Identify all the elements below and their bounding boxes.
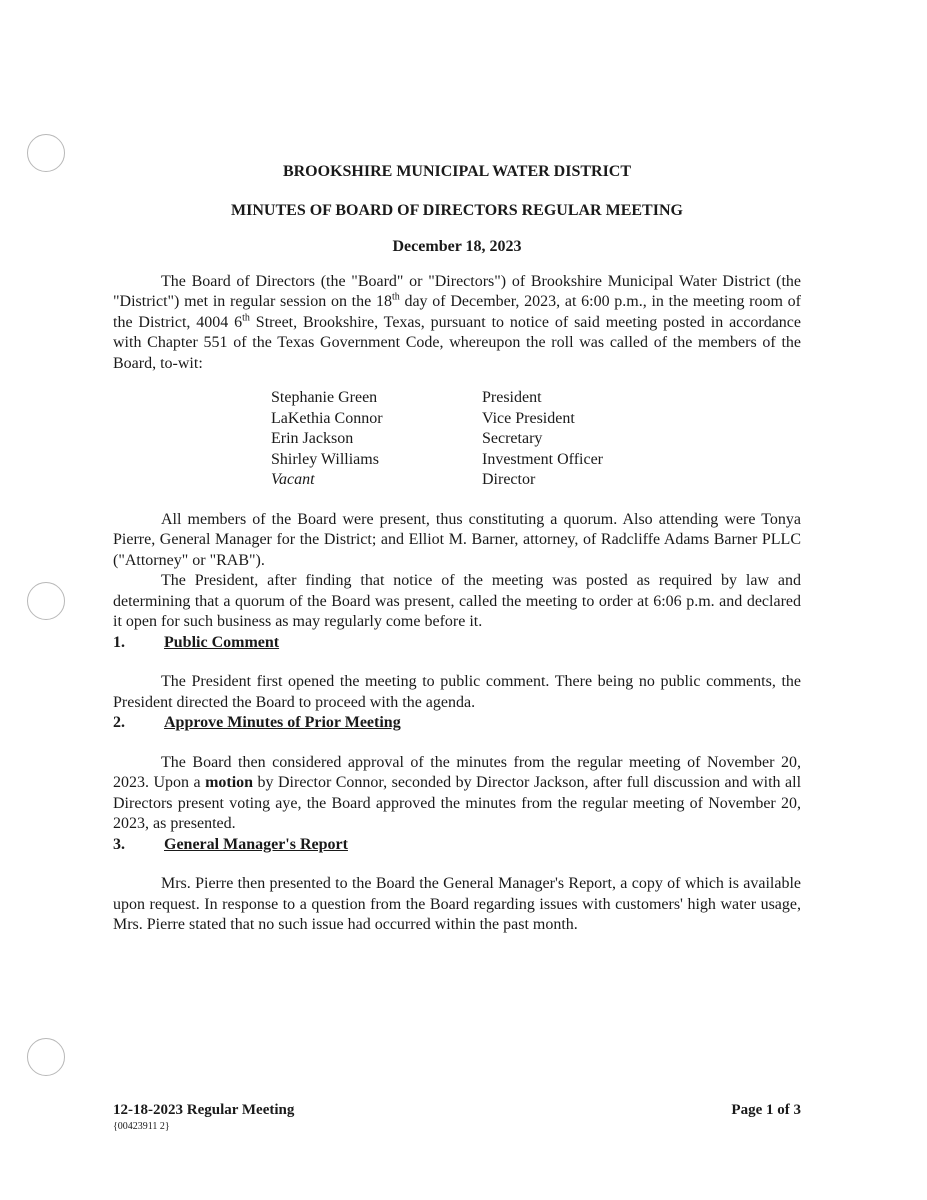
roster-name: Erin Jackson bbox=[271, 430, 354, 447]
footer-document-code: {00423911 2} bbox=[113, 1121, 170, 1132]
page-number: Page 1 of 3 bbox=[731, 1102, 801, 1118]
footer-meeting-label: 12-18-2023 Regular Meeting bbox=[113, 1102, 295, 1118]
roster-role: Director bbox=[482, 471, 536, 488]
section-heading bbox=[113, 713, 801, 734]
section-heading bbox=[113, 835, 801, 856]
binder-hole-bottom bbox=[27, 1038, 65, 1076]
org-title: BROOKSHIRE MUNICIPAL WATER DISTRICT bbox=[282, 163, 632, 180]
roster-role: Vice President bbox=[482, 409, 575, 427]
attendance-paragraph: All members of the Board were present, thus constituting a quorum. Also attending were Tonya Pierre, General Manager for the District; and Elliot M. Barner, attorney, of Radcliffe Adams Barner PLLC ("Attorney" or "RAB"). bbox=[113, 510, 801, 569]
binder-hole-middle bbox=[27, 582, 65, 620]
section-paragraph: The President first opened the meeting to public comment. There being no public comments, the President directed the Board to proceed with the agenda. bbox=[113, 673, 801, 711]
page-footer bbox=[113, 1102, 801, 1132]
roster-name: Vacant bbox=[271, 471, 315, 488]
section-title: Public Comment bbox=[164, 633, 280, 651]
section-number: 3. bbox=[113, 835, 125, 853]
roster-name: LaKethia Connor bbox=[271, 409, 383, 427]
roster-role: Investment Officer bbox=[482, 450, 603, 468]
roster-role: Secretary bbox=[482, 430, 543, 447]
board-roster bbox=[271, 388, 801, 491]
motion-keyword: motion bbox=[205, 774, 254, 791]
meeting-date: December 18, 2023 bbox=[392, 238, 522, 255]
binder-hole-top bbox=[27, 134, 65, 172]
section-paragraph: The Board then considered approval of the minutes from the regular meeting of November 20, 2023. Upon a motion by Director Connor, seconded by Director Jackson, after full discussion and with all Directors present voting aye, the Board approved the minutes from the regular meeting of November 20, 2023, as presented. bbox=[113, 753, 802, 832]
roster-name: Stephanie Green bbox=[271, 389, 378, 406]
roster-role: President bbox=[482, 389, 542, 406]
section-heading bbox=[113, 633, 801, 654]
call-to-order-paragraph: The President, after finding that notice of the meeting was posted as required by law and determining that a quorum of the Board was present, called the meeting to order at 6:06 p.m. and declared it open for such business as may regularly come before it. bbox=[113, 572, 801, 630]
roster-name: Shirley Williams bbox=[271, 450, 379, 468]
document-title: MINUTES OF BOARD OF DIRECTORS REGULAR MEETING bbox=[231, 201, 683, 219]
section-paragraph: Mrs. Pierre then presented to the Board the General Manager's Report, a copy of which is available upon request. In response to a question from the Board regarding issues with customers' high water usage, Mrs. Pierre stated that no such issue had occurred within the past month. bbox=[113, 875, 801, 933]
section-title: General Manager's Report bbox=[164, 835, 348, 853]
intro-paragraph: The Board of Directors (the "Board" or "Directors") of Brookshire Municipal Water District (the "District") met in regular session on the 18th day of December, 2023, at 6:00 p.m., in the meeting room of the District, 4004 6th Street, Brookshire, Texas, pursuant to notice of said meeting posted in accordance with Chapter 551 of the Texas Government Code, whereupon the roll was called of the members of the Board, to-wit: bbox=[113, 272, 802, 372]
document-body bbox=[113, 162, 801, 936]
section-number: 1. bbox=[113, 633, 125, 651]
section-title: Approve Minutes of Prior Meeting bbox=[164, 714, 401, 731]
section-number: 2. bbox=[113, 714, 125, 731]
